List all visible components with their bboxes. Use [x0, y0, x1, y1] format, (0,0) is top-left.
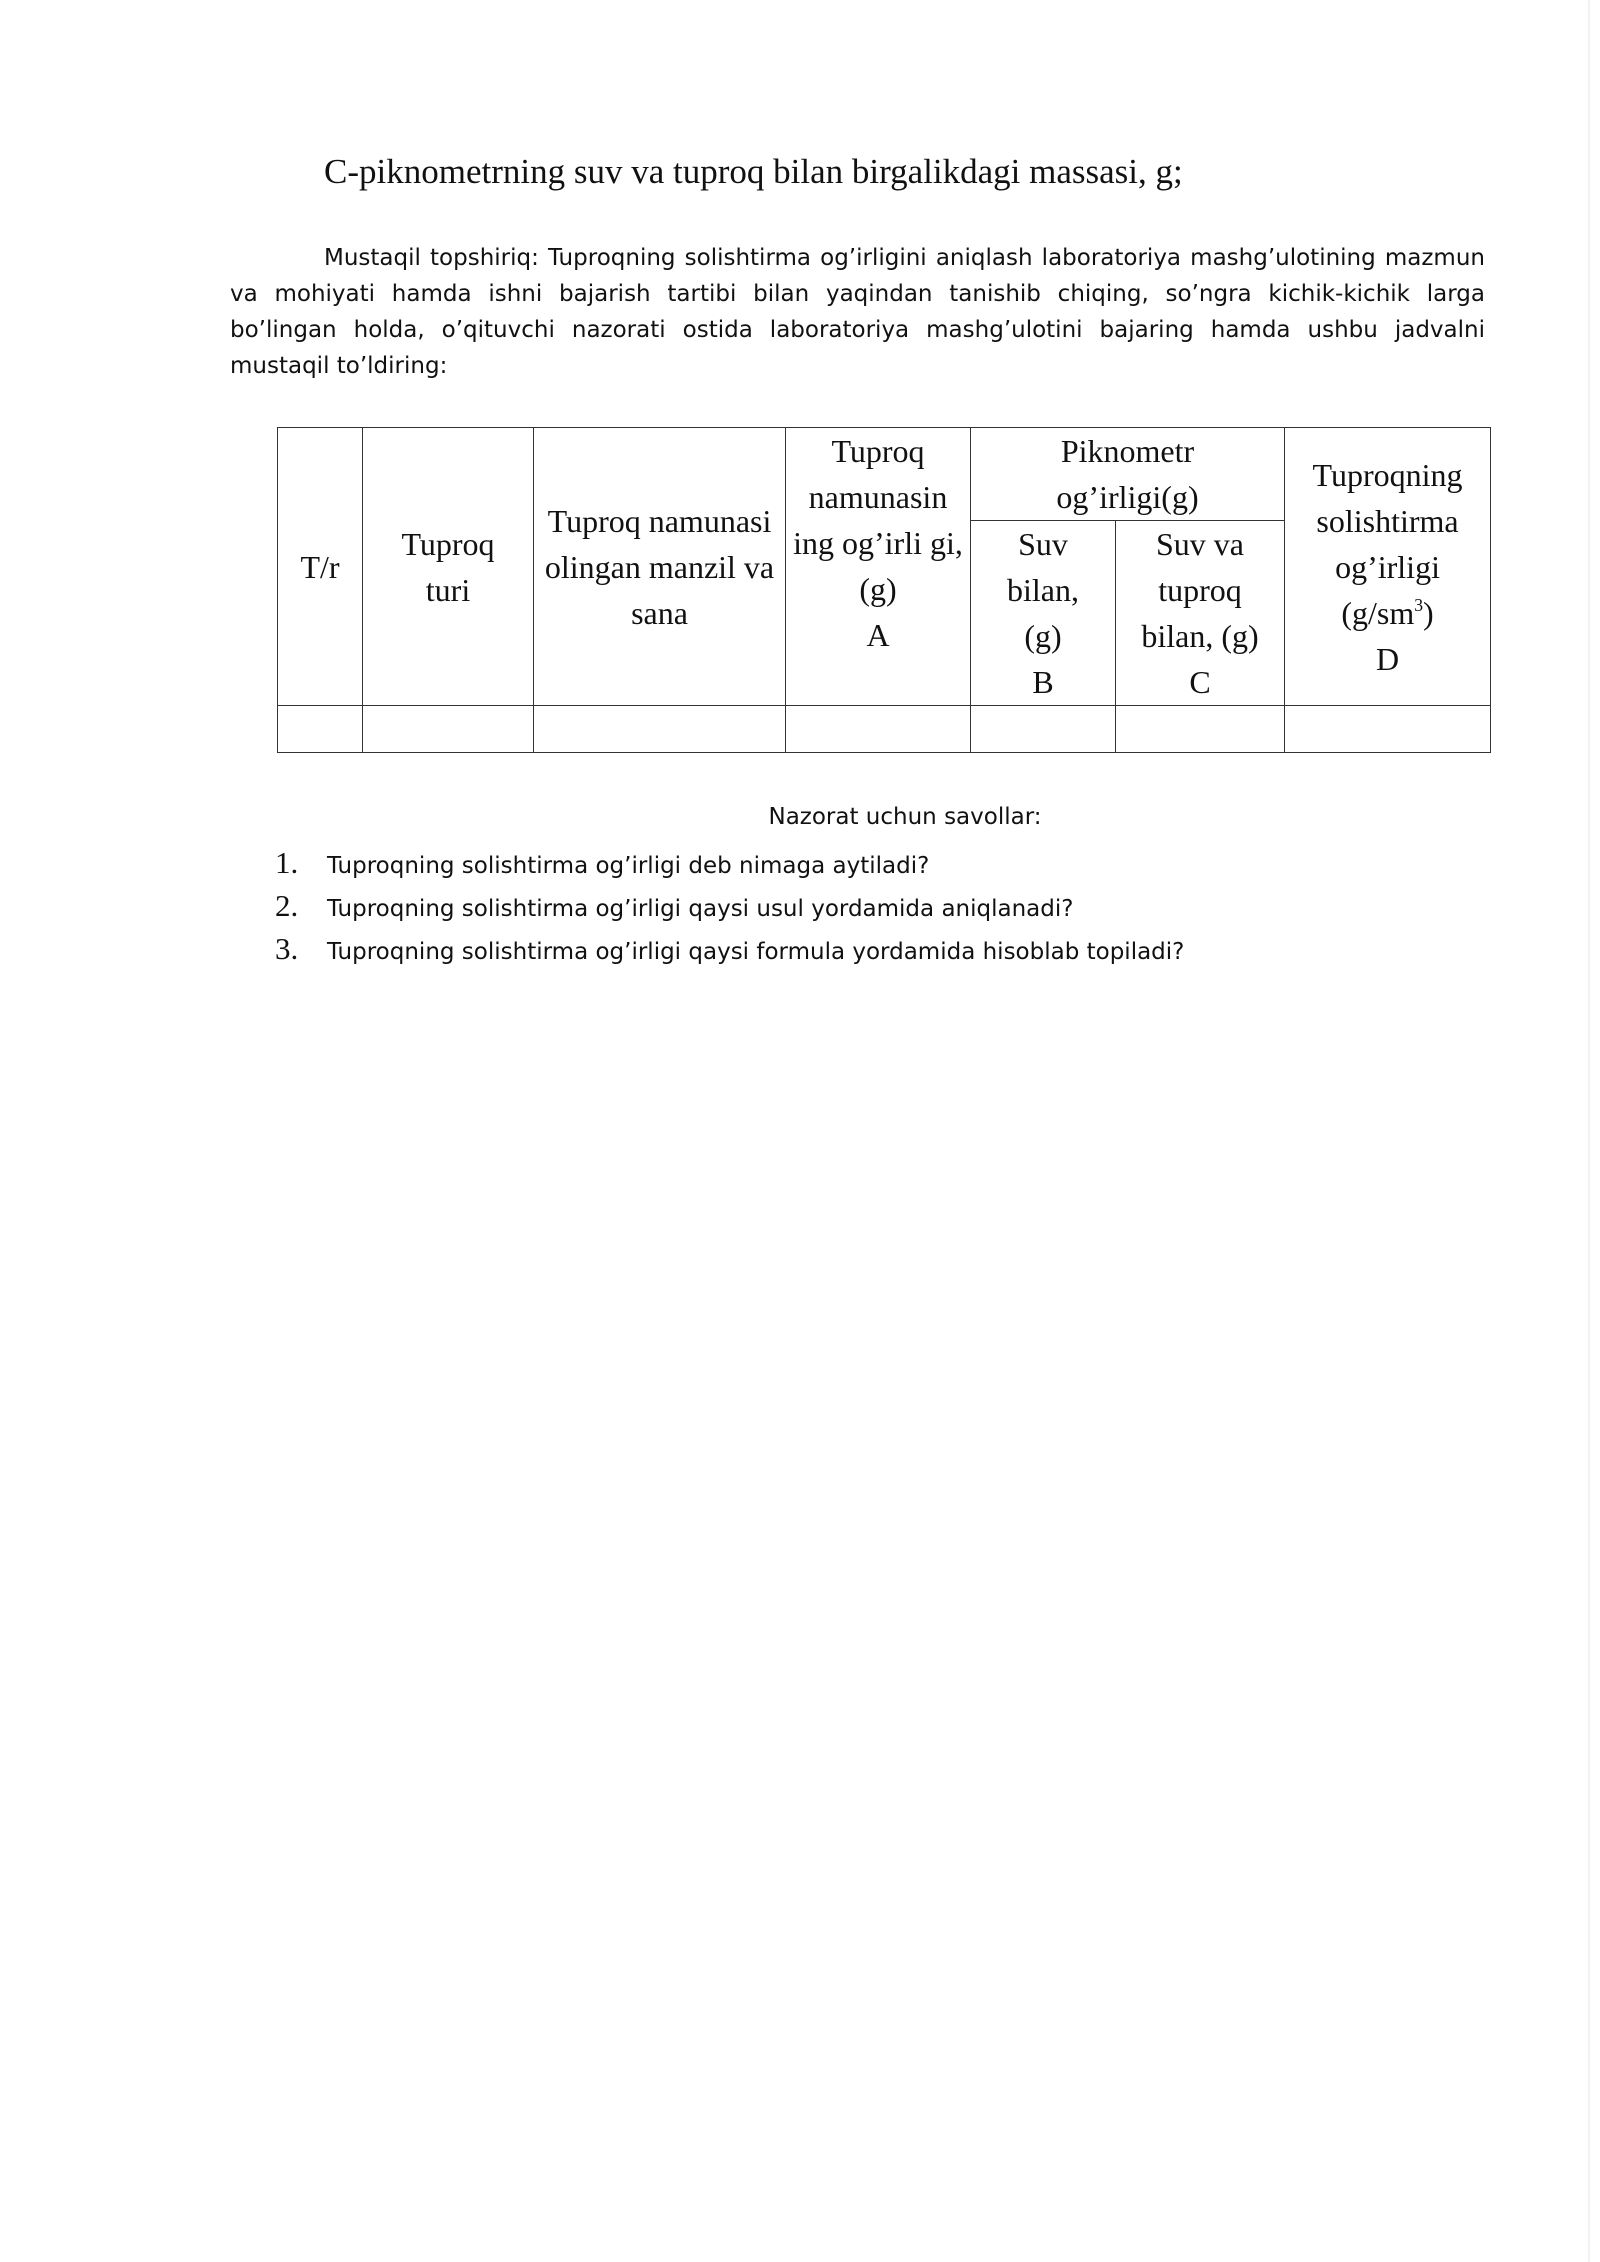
table-cell[interactable]: [971, 706, 1116, 753]
header-density-unit-text: (g/sm: [1341, 594, 1415, 631]
list-item: [275, 888, 1184, 931]
list-item: [275, 845, 1184, 888]
header-with-water-label: Suv bilan, (g): [1007, 526, 1079, 654]
header-location-date-label: Tuproq namunasi olingan manzil va sana: [544, 502, 775, 631]
table-cell[interactable]: [278, 706, 363, 753]
table-cell[interactable]: [534, 706, 786, 753]
questions-title: Nazorat uchun savollar:: [768, 804, 1042, 830]
header-location-date: [534, 428, 786, 706]
table-cell[interactable]: [1285, 706, 1491, 753]
header-density: [1285, 428, 1491, 706]
table-header-row: [278, 428, 1491, 521]
table-cell[interactable]: [786, 706, 971, 753]
header-with-water-soil-letter: C: [1189, 664, 1211, 700]
header-with-water: [971, 521, 1116, 706]
header-sample-weight-label: Tuproq namunasin ing og’irli gi, (g): [793, 433, 963, 607]
header-piknometr: [971, 428, 1285, 521]
table-cell[interactable]: [363, 706, 534, 753]
table-cell[interactable]: [1116, 706, 1285, 753]
header-with-water-soil-label: Suv va tuproq bilan, (g): [1141, 526, 1259, 654]
task-paragraph: Mustaqil topshiriq: Tuproqning solishtirma og’irligini aniqlash laboratoriya mashg’ulotining mazmun va mohiyati hamda ishni bajarish tartibi bilan yaqindan tanishib chiqing, so’ngra kichik-kichik larga bo’lingan holda, o’qituvchi nazorati ostida laboratoriya mashg’ulotini bajaring hamda ushbu jadvalni mustaqil to’ldiring:: [230, 245, 1485, 379]
header-density-label: Tuproqning solishtirma og’irligi: [1312, 456, 1463, 585]
question-text: Tuproqning solishtirma og’irligi qaysi formula yordamida hisoblab topiladi?: [327, 939, 1185, 965]
header-density-letter: D: [1375, 640, 1400, 677]
question-number: 1.: [275, 845, 299, 880]
question-number: 2.: [275, 888, 299, 923]
formula-line: C-piknometrning suv va tuproq bilan birgalikdagi massasi, g;: [324, 152, 1183, 191]
header-density-unit: [1291, 590, 1484, 636]
question-text: Tuproqning solishtirma og’irligi qaysi usul yordamida aniqlanadi?: [327, 896, 1074, 922]
header-with-water-soil: [1116, 521, 1285, 706]
header-sample-weight: [786, 428, 971, 706]
page-edge: [1588, 0, 1590, 2262]
data-table: [277, 427, 1491, 753]
header-soil-type-label: Tuproq turi: [401, 525, 495, 608]
question-number: 3.: [275, 931, 299, 966]
header-tr: T/r: [278, 428, 363, 706]
header-piknometr-label: Piknometr og’irligi(g): [1056, 433, 1199, 515]
questions-list: [275, 845, 1184, 974]
list-item: [275, 931, 1184, 974]
header-density-unit-exponent: 3: [1414, 594, 1424, 615]
header-soil-type: [363, 428, 534, 706]
header-with-water-letter: B: [1032, 664, 1054, 700]
question-text: Tuproqning solishtirma og’irligi deb nimaga aytiladi?: [327, 853, 930, 879]
table-row: [278, 706, 1491, 753]
header-sample-weight-letter: A: [866, 617, 890, 653]
header-density-unit-close: ): [1423, 594, 1434, 631]
